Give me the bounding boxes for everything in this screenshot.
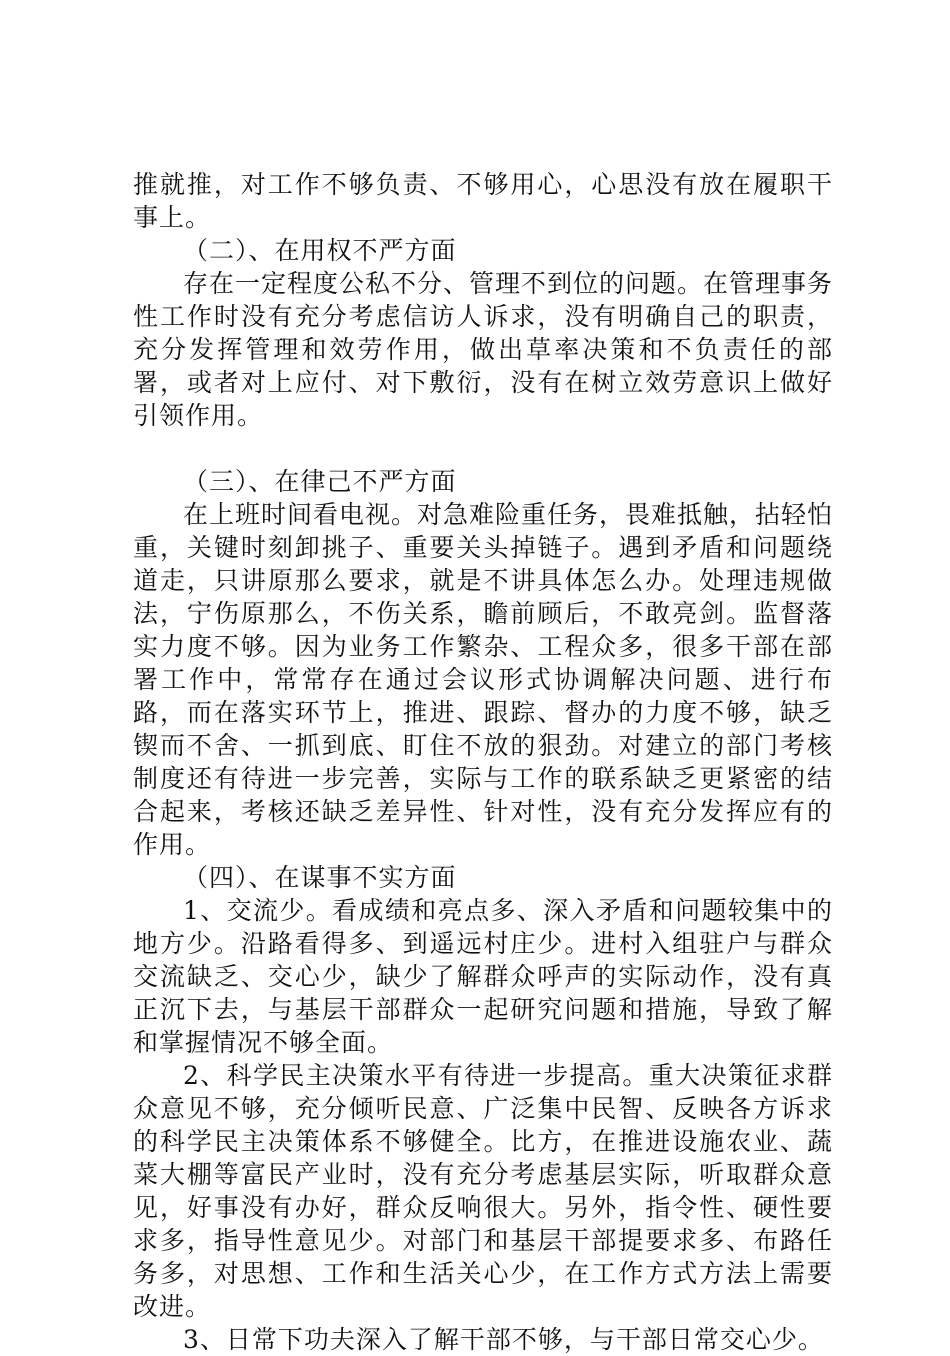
section-heading-2: （二）、在用权不严方面 bbox=[183, 236, 457, 265]
paragraph-item-3: 3、日常下功夫深入了解干部不够，与干部日常交心少。 bbox=[183, 1325, 824, 1354]
paragraph-item-2: 2、科学民主决策水平有待进一步提高。重大决策征求群众意见不够，充分倾听民意、广泛集中民智、反映各方诉求的科学民主决策体系不够健全。比方，在推进设施农业、蔬菜大棚等富民产业时，没有充分考虑基层实际，听取群众意见，好事没有办好，群众反响很大。另外，指令性、硬性要求多，指导性意见少。对部门和基层干部提要求多、布路任务多，对思想、工作和生活关心少，在工作方式方法上需要改进。 bbox=[133, 1061, 833, 1321]
section-heading-4: （四）、在谋事不实方面 bbox=[183, 863, 457, 892]
paragraph-item-1: 1、交流少。看成绩和亮点多、深入矛盾和问题较集中的地方少。沿路看得多、到遥远村庄少。进村入组驻户与群众交流缺乏、交心少，缺少了解群众呼声的实际动作，没有真正沉下去，与基层干部群众一起研究问题和措施，导致了解和掌握情况不够全面。 bbox=[133, 896, 833, 1057]
paragraph-power-usage: 存在一定程度公私不分、管理不到位的问题。在管理事务性工作时没有充分考虑信访人诉求，没有明确自己的职责，充分发挥管理和效劳作用，做出草率决策和不负责任的部署，或者对上应付、对下敷衍，没有在树立效劳意识上做好引领作用。 bbox=[133, 269, 834, 430]
paragraph-self-discipline: 在上班时间看电视。对急难险重任务，畏难抵触，拈轻怕重，关键时刻卸挑子、重要关头掉链子。遇到矛盾和问题绕道走，只讲原那么要求，就是不讲具体怎么办。处理违规做法，宁伤原那么，不伤关系，瞻前顾后，不敢亮剑。监督落实力度不够。因为业务工作繁杂、工程众多，很多干部在部署工作中，常常存在通过会议形式协调解决问题、进行布路，而在落实环节上，推进、跟踪、督办的力度不够，缺乏锲而不舍、一抓到底、盯住不放的狠劲。对建立的部门考核制度还有待进一步完善，实际与工作的联系缺乏更紧密的结合起来，考核还缺乏差异性、针对性，没有充分发挥应有的作用。 bbox=[133, 500, 834, 859]
paragraph-continuation: 推就推，对工作不够负责、不够用心，心思没有放在履职干事上。 bbox=[133, 170, 833, 232]
section-heading-3: （三）、在律己不严方面 bbox=[183, 467, 457, 496]
document-body bbox=[133, 168, 833, 1356]
